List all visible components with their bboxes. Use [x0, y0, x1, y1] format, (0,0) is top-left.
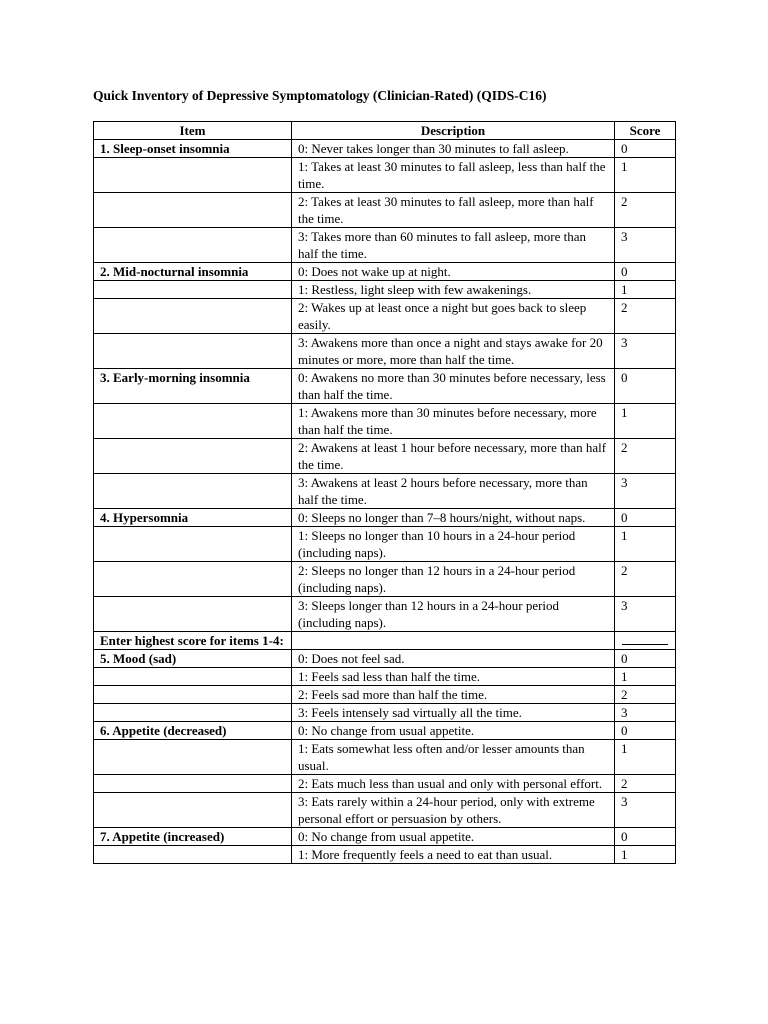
score-cell: 0 — [615, 828, 676, 846]
table-row — [94, 722, 676, 740]
table-header-row — [94, 122, 676, 140]
table-row — [94, 828, 676, 846]
score-cell: 3 — [615, 334, 676, 369]
table-body — [94, 140, 676, 864]
table-row — [94, 158, 676, 193]
item-cell — [94, 527, 292, 562]
description-cell: 2: Awakens at least 1 hour before necessary, more than half the time. — [292, 439, 615, 474]
page-title: Quick Inventory of Depressive Symptomatology (Clinician-Rated) (QIDS-C16) — [93, 88, 547, 103]
score-cell: 0 — [615, 369, 676, 404]
table-row — [94, 228, 676, 263]
header-item: Item — [94, 122, 292, 140]
score-cell: 1 — [615, 846, 676, 864]
score-cell: 1 — [615, 740, 676, 775]
table-row — [94, 597, 676, 632]
score-cell: 0 — [615, 650, 676, 668]
score-cell: 2 — [615, 299, 676, 334]
description-cell: 3: Feels intensely sad virtually all the time. — [292, 704, 615, 722]
score-cell: 3 — [615, 597, 676, 632]
description-cell: 2: Takes at least 30 minutes to fall asleep, more than half the time. — [292, 193, 615, 228]
item-cell — [94, 740, 292, 775]
item-cell — [94, 193, 292, 228]
score-blank-line — [622, 633, 668, 645]
score-cell: 0 — [615, 263, 676, 281]
qids-table — [93, 121, 676, 864]
table-row — [94, 527, 676, 562]
table-row — [94, 281, 676, 299]
table-row — [94, 562, 676, 597]
table-row — [94, 140, 676, 158]
table-row — [94, 474, 676, 509]
table-row — [94, 193, 676, 228]
description-cell: 3: Awakens at least 2 hours before necessary, more than half the time. — [292, 474, 615, 509]
item-cell — [94, 704, 292, 722]
description-cell: 2: Eats much less than usual and only with personal effort. — [292, 775, 615, 793]
item-cell — [94, 846, 292, 864]
table-row — [94, 686, 676, 704]
item-cell — [94, 404, 292, 439]
score-cell: 1 — [615, 527, 676, 562]
item-cell: 7. Appetite (increased) — [94, 828, 292, 846]
description-cell — [292, 632, 615, 650]
score-cell: 0 — [615, 722, 676, 740]
item-cell: 1. Sleep-onset insomnia — [94, 140, 292, 158]
table-row — [94, 740, 676, 775]
description-cell: 0: Awakens no more than 30 minutes before necessary, less than half the time. — [292, 369, 615, 404]
table-row — [94, 509, 676, 527]
score-entry-blank — [615, 632, 676, 650]
description-cell: 1: Feels sad less than half the time. — [292, 668, 615, 686]
table-row — [94, 404, 676, 439]
description-cell: 2: Wakes up at least once a night but goes back to sleep easily. — [292, 299, 615, 334]
table-row — [94, 846, 676, 864]
score-cell: 2 — [615, 775, 676, 793]
item-cell — [94, 793, 292, 828]
description-cell: 3: Eats rarely within a 24-hour period, only with extreme personal effort or persuasion by others. — [292, 793, 615, 828]
score-cell: 3 — [615, 228, 676, 263]
item-cell — [94, 158, 292, 193]
item-cell: 6. Appetite (decreased) — [94, 722, 292, 740]
table-row — [94, 632, 676, 650]
table-row — [94, 704, 676, 722]
description-cell: 2: Sleeps no longer than 12 hours in a 24-hour period (including naps). — [292, 562, 615, 597]
item-cell: 2. Mid-nocturnal insomnia — [94, 263, 292, 281]
description-cell: 0: Sleeps no longer than 7–8 hours/night, without naps. — [292, 509, 615, 527]
item-cell — [94, 668, 292, 686]
description-cell: 1: Awakens more than 30 minutes before necessary, more than half the time. — [292, 404, 615, 439]
item-cell — [94, 597, 292, 632]
table-row — [94, 775, 676, 793]
table-row — [94, 650, 676, 668]
item-cell: Enter highest score for items 1-4: — [94, 632, 292, 650]
score-cell: 2 — [615, 562, 676, 597]
table-row — [94, 263, 676, 281]
description-cell: 0: No change from usual appetite. — [292, 722, 615, 740]
description-cell: 0: Does not wake up at night. — [292, 263, 615, 281]
description-cell: 1: Sleeps no longer than 10 hours in a 24-hour period (including naps). — [292, 527, 615, 562]
description-cell: 3: Awakens more than once a night and stays awake for 20 minutes or more, more than half the time. — [292, 334, 615, 369]
item-cell — [94, 228, 292, 263]
item-cell — [94, 299, 292, 334]
description-cell: 1: Restless, light sleep with few awakenings. — [292, 281, 615, 299]
table-row — [94, 439, 676, 474]
description-cell: 0: No change from usual appetite. — [292, 828, 615, 846]
score-cell: 0 — [615, 140, 676, 158]
score-cell: 1 — [615, 281, 676, 299]
score-cell: 3 — [615, 793, 676, 828]
score-cell: 3 — [615, 704, 676, 722]
item-cell — [94, 562, 292, 597]
description-cell: 0: Never takes longer than 30 minutes to fall asleep. — [292, 140, 615, 158]
table-row — [94, 299, 676, 334]
score-cell: 2 — [615, 686, 676, 704]
description-cell: 1: Eats somewhat less often and/or lesser amounts than usual. — [292, 740, 615, 775]
description-cell: 2: Feels sad more than half the time. — [292, 686, 615, 704]
table-row — [94, 793, 676, 828]
score-cell: 2 — [615, 193, 676, 228]
score-cell: 1 — [615, 158, 676, 193]
description-cell: 1: More frequently feels a need to eat than usual. — [292, 846, 615, 864]
item-cell: 4. Hypersomnia — [94, 509, 292, 527]
item-cell — [94, 474, 292, 509]
description-cell: 0: Does not feel sad. — [292, 650, 615, 668]
header-score: Score — [615, 122, 676, 140]
item-cell: 3. Early-morning insomnia — [94, 369, 292, 404]
item-cell — [94, 281, 292, 299]
table-row — [94, 334, 676, 369]
table-row — [94, 668, 676, 686]
description-cell: 3: Takes more than 60 minutes to fall asleep, more than half the time. — [292, 228, 615, 263]
item-cell — [94, 439, 292, 474]
score-cell: 1 — [615, 668, 676, 686]
item-cell — [94, 775, 292, 793]
score-cell: 3 — [615, 474, 676, 509]
item-cell — [94, 334, 292, 369]
description-cell: 3: Sleeps longer than 12 hours in a 24-hour period (including naps). — [292, 597, 615, 632]
description-cell: 1: Takes at least 30 minutes to fall asleep, less than half the time. — [292, 158, 615, 193]
score-cell: 0 — [615, 509, 676, 527]
item-cell — [94, 686, 292, 704]
score-cell: 2 — [615, 439, 676, 474]
score-cell: 1 — [615, 404, 676, 439]
item-cell: 5. Mood (sad) — [94, 650, 292, 668]
table-row — [94, 369, 676, 404]
header-description: Description — [292, 122, 615, 140]
